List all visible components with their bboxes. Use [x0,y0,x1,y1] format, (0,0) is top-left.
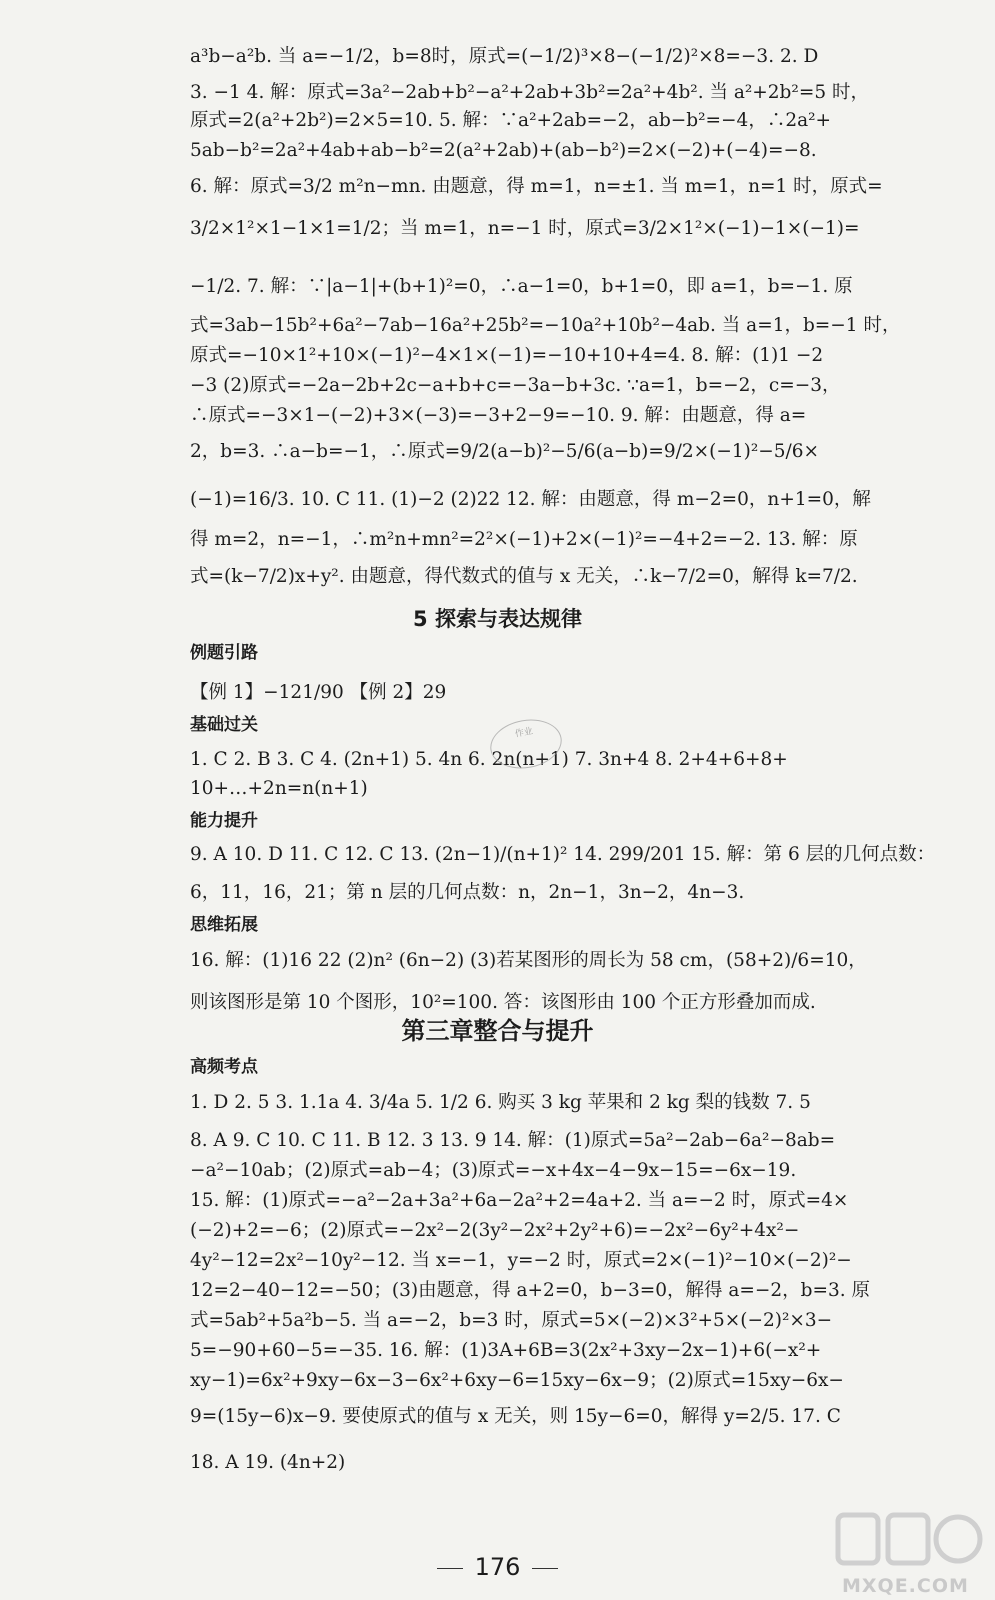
answer-line: 9. A 10. D 11. C 12. C 13. (2n−1)/(n+1)² 14. 299/201 15. 解：第 6 层的几何点数： [190,844,936,865]
answer-line: (−1)=16/3. 10. C 11. (1)−2 (2)22 12. 解：由题意，得 m−2=0，n+1=0，解 [190,489,871,510]
answer-line: 式=(k−7/2)x+y². 由题意，得代数式的值与 x 无关，∴k−7/2=0，解得 k=7/2. [190,566,858,587]
answer-line: 6. 解：原式=3/2 m²n−mn. 由题意，得 m=1，n=±1. 当 m=1，n=1 时，原式= [190,176,883,197]
answer-line: 得 m=2，n=−1，∴m²n+mn²=2²×(−1)+2×(−1)²=−4+2=−2. 13. 解：原 [190,529,858,550]
answer-line: 6，11，16，21；第 n 层的几何点数：n，2n−1，3n−2，4n−3. [190,882,745,903]
examples-line: 【例 1】−121/90 【例 2】29 [190,682,447,703]
answer-line: 原式=−10×1²+10×(−1)²−4×1×(−1)=−10+10+4=4. 8. 解：(1)1 −2 [190,345,824,366]
answer-line: 10+…+2n=n(n+1) [190,778,368,799]
answer-line: 12=2−40−12=−50；(3)由题意，得 a+2=0，b−3=0，解得 a=−2，b=3. 原 [190,1280,871,1301]
sub-heading-thinking: 思维拓展 [190,915,258,935]
page-number: 176 [0,1552,995,1582]
answer-line: 则该图形是第 10 个图形，10²=100. 答：该图形由 100 个正方形叠加而成. [190,992,816,1013]
answer-line: a³b−a²b. 当 a=−1/2，b=8时，原式=(−1/2)³×8−(−1/2)²×8=−3. 2. D [190,46,819,67]
section-title: 5 探索与表达规律 [413,607,582,631]
answer-line: 4y²−12=2x²−10y²−12. 当 x=−1，y=−2 时，原式=2×(−1)²−10×(−2)²− [190,1250,852,1271]
stamp-text: 作业 [514,726,534,740]
chapter-title: 第三章整合与提升 [401,1017,594,1045]
answer-line: 8. A 9. C 10. C 11. B 12. 3 13. 9 14. 解：(1)原式=5a²−2ab−6a²−8ab= [190,1130,836,1151]
answer-line: 式=3ab−15b²+6a²−7ab−16a²+25b²=−10a²+10b²−4ab. 当 a=1，b=−1 时， [190,315,901,336]
answer-line: (−2)+2=−6；(2)原式=−2x²−2(3y²−2x²+2y²+6)=−2x²−6y²+4x²− [190,1220,800,1241]
answer-line: −3 (2)原式=−2a−2b+2c−a+b+c=−3a−b+3c. ∵a=1，b=−2，c=−3， [190,375,841,396]
sub-heading-ability: 能力提升 [190,811,258,831]
answer-line: ∴原式=−3×1−(−2)+3×(−3)=−3+2−9=−10. 9. 解：由题意，得 a= [190,405,807,426]
answer-line: 3. −1 4. 解：原式=3a²−2ab+b²−a²+2ab+3b²=2a²+4b². 当 a²+2b²=5 时， [190,82,869,103]
answer-line: 1. C 2. B 3. C 4. (2n+1) 5. 4n 6. 2n(n+1) 7. 3n+4 8. 2+4+6+8+ [190,749,788,770]
answer-line: 16. 解：(1)16 22 (2)n² (6n−2) (3)若某图形的周长为 58 cm，(58+2)/6=10， [190,950,867,971]
answer-line: 2，b=3. ∴a−b=−1，∴原式=9/2(a−b)²−5/6(a−b)=9/2×(−1)²−5/6× [190,441,820,462]
answer-line: 5ab−b²=2a²+4ab+ab−b²=2(a²+2ab)+(ab−b²)=2×(−2)+(−4)=−8. [190,140,817,161]
answer-line: xy−1)=6x²+9xy−6x−3−6x²+6xy−6=15xy−6x−9；(2)原式=15xy−6x− [190,1370,844,1391]
watermark-url: MXQE.COM [842,1575,969,1597]
answer-line: 5=−90+60−5=−35. 16. 解：(1)3A+6B=3(2x²+3xy−2x−1)+6(−x²+ [190,1340,822,1361]
answer-line: 15. 解：(1)原式=−a²−2a+3a²+6a−2a²+2=4a+2. 当 a=−2 时，原式=4× [190,1190,849,1211]
answer-line: 式=5ab²+5a²b−5. 当 a=−2，b=3 时，原式=5×(−2)×3²+5×(−2)²×3− [190,1310,833,1331]
sub-heading-frequent: 高频考点 [190,1057,258,1077]
answer-line: 1. D 2. 5 3. 1.1a 4. 3/4a 5. 1/2 6. 购买 3 kg 苹果和 2 kg 梨的钱数 7. 5 [190,1092,811,1113]
answer-line: 3/2×1²×1−1×1=1/2；当 m=1，n=−1 时，原式=3/2×1²×(−1)−1×(−1)= [190,218,860,239]
sub-heading-basic: 基础过关 [190,715,258,735]
answer-line: 原式=2(a²+2b²)=2×5=10. 5. 解：∵a²+2ab=−2，ab−b²=−4，∴2a²+ [190,110,832,131]
answer-line: 18. A 19. (4n+2) [190,1452,346,1473]
answer-line: −1/2. 7. 解：∵|a−1|+(b+1)²=0，∴a−1=0，b+1=0，即 a=1，b=−1. 原 [190,276,853,297]
sub-heading-examples: 例题引路 [190,643,258,663]
answer-line: 9=(15y−6)x−9. 要使原式的值与 x 无关，则 15y−6=0，解得 y=2/5. 17. C [190,1406,841,1427]
answer-line: −a²−10ab；(2)原式=ab−4；(3)原式=−x+4x−4−9x−15=−6x−19. [190,1160,797,1181]
